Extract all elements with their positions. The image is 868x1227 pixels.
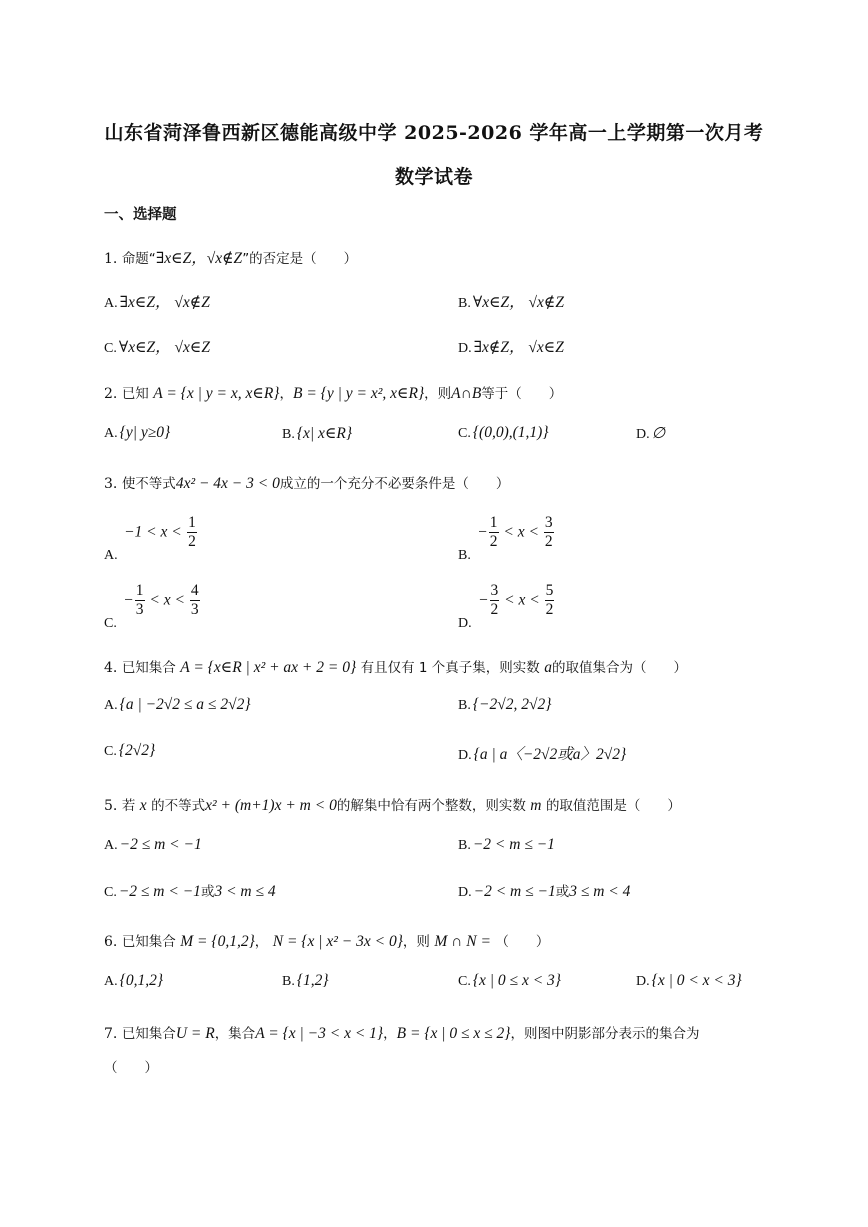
question-text: 已知集合 — [121, 660, 176, 676]
question-math: ∃x∈Z，√x∉Z — [155, 250, 243, 267]
option-label: A. — [104, 296, 118, 311]
question-text: ， — [254, 934, 269, 950]
question-text: ， — [383, 1026, 397, 1042]
question-math: 4x² − 4x − 3 < 0 — [175, 475, 280, 492]
question-math: A = {x | −3 < x < 1} — [255, 1025, 384, 1042]
option-math: 3 ≤ m < 4 — [569, 883, 631, 900]
option-math: < x < — [499, 523, 543, 541]
question-math: a — [544, 659, 553, 676]
option-math: −2 < m ≤ −1 — [473, 883, 556, 900]
question-text: 已知 — [121, 386, 149, 402]
q1-option-d[interactable] — [458, 335, 564, 357]
option-label: A. — [104, 547, 118, 563]
option-label: B. — [282, 427, 295, 442]
question-7 — [104, 1022, 700, 1043]
question-math: x — [139, 797, 147, 814]
question-math: M ∩ N = — [434, 933, 491, 950]
numerator: 3 — [544, 514, 553, 531]
q6-option-d[interactable] — [636, 972, 742, 990]
option-math: {1,2} — [296, 972, 329, 989]
option-label: C. — [104, 615, 117, 631]
question-6 — [104, 930, 549, 951]
question-text: 的取值范围是（ ） — [545, 798, 681, 814]
option-math: < x < — [500, 591, 544, 609]
question-text: 若 — [121, 798, 136, 814]
question-4 — [104, 656, 687, 677]
fraction — [545, 582, 555, 619]
fraction — [544, 514, 554, 551]
denominator: 2 — [490, 601, 499, 618]
q2-option-d[interactable] — [636, 424, 665, 443]
option-math: ∀x∈Z， √x∉Z — [472, 294, 565, 311]
option-math: − — [477, 523, 488, 541]
q6-option-a[interactable] — [104, 972, 163, 990]
numerator: 4 — [190, 582, 199, 599]
question-3 — [104, 472, 509, 493]
question-text: ，集合 — [214, 1026, 256, 1042]
question-number: 1. — [104, 251, 118, 267]
numerator: 1 — [188, 514, 196, 531]
option-math: {x | 0 < x < 3} — [651, 972, 742, 989]
option-math: ∅ — [651, 425, 666, 442]
option-math: 3 < m ≤ 4 — [214, 883, 276, 900]
question-number: 7. — [104, 1026, 118, 1042]
question-number: 3. — [104, 476, 118, 492]
option-math: −2 ≤ m < −1 — [119, 836, 202, 853]
option-math: ∃x∉Z， √x∈Z — [473, 339, 564, 356]
option-label: A. — [104, 426, 118, 441]
question-math: M = {0,1,2} — [180, 933, 255, 950]
q6-option-b[interactable] — [282, 972, 329, 990]
q3-option-a[interactable] — [104, 514, 198, 564]
q4-option-d[interactable] — [458, 742, 626, 764]
option-label: B. — [458, 838, 471, 853]
option-label: C. — [104, 885, 117, 900]
option-label: D. — [458, 615, 472, 631]
q2-option-a[interactable] — [104, 424, 170, 442]
option-math: {2√2} — [118, 742, 156, 759]
q5-option-a[interactable] — [104, 836, 202, 854]
option-label: A. — [104, 838, 118, 853]
q2-option-b[interactable] — [282, 424, 352, 443]
option-math: {y| y≥0} — [119, 424, 171, 441]
question-math: A = {x∈R | x² + ax + 2 = 0} — [180, 659, 357, 676]
option-label: C. — [104, 744, 117, 759]
option-math: {x| x∈R} — [296, 425, 353, 442]
question-number: 5. — [104, 798, 118, 814]
q3-option-c[interactable] — [104, 582, 201, 632]
question-number: 2. — [104, 386, 118, 402]
option-label: B. — [458, 547, 471, 563]
question-text: 使不等式 — [121, 476, 176, 492]
fraction — [489, 514, 499, 551]
option-label: A. — [104, 698, 118, 713]
question-text: （ ） — [495, 934, 550, 950]
question-text: 的解集中恰有两个整数，则实数 — [336, 798, 526, 814]
q5-option-d[interactable] — [458, 880, 630, 901]
q3-option-d[interactable] — [458, 582, 555, 632]
question-number: 6. — [104, 934, 118, 950]
option-label: D. — [458, 341, 472, 356]
denominator: 2 — [545, 601, 554, 618]
denominator: 3 — [190, 601, 199, 618]
question-text: 有且仅有 1 个真子集，则实数 — [360, 660, 540, 676]
option-math: −2 < m ≤ −1 — [472, 836, 555, 853]
q4-option-b[interactable] — [458, 696, 551, 714]
question-math: B = {x | 0 ≤ x ≤ 2} — [396, 1025, 511, 1042]
question-2 — [104, 382, 562, 403]
option-math: {a | −2√2 ≤ a ≤ 2√2} — [119, 696, 251, 713]
fraction — [187, 514, 197, 551]
question-text: ，则 — [424, 386, 452, 402]
numerator: 3 — [490, 582, 499, 599]
question-text: 的取值集合为（ ） — [552, 660, 688, 676]
option-math: −1 < x < — [124, 523, 182, 541]
question-text: 命题“ — [121, 251, 156, 267]
q1-option-a[interactable] — [104, 290, 210, 312]
question-7-brackets: （ ） — [104, 1060, 158, 1076]
question-math: A = {x | y = x, x∈R} — [153, 385, 280, 402]
fraction — [135, 582, 145, 619]
option-text: 或 — [555, 884, 570, 900]
option-math: < x < — [145, 591, 189, 609]
exam-title-line1: 山东省菏泽鲁西新区德能高级中学 2025-2026 学年高一上学期第一次月考 — [104, 122, 764, 144]
option-label: D. — [458, 885, 472, 900]
option-label: D. — [458, 748, 472, 763]
q1-option-c[interactable] — [104, 335, 210, 357]
question-math: x² + (m+1)x + m < 0 — [205, 797, 337, 814]
question-text: ， — [279, 386, 293, 402]
question-5 — [104, 794, 681, 815]
numerator: 1 — [489, 514, 498, 531]
option-math: − — [123, 591, 134, 609]
question-text: 已知集合 — [121, 1026, 176, 1042]
option-math: {a | a〈−2√2或a〉2√2} — [473, 746, 627, 763]
option-math: {0,1,2} — [119, 972, 164, 989]
question-text: 成立的一个充分不必要条件是（ ） — [279, 476, 510, 492]
option-label: C. — [458, 426, 471, 441]
denominator: 3 — [135, 601, 144, 618]
numerator: 1 — [135, 582, 144, 599]
q3-option-b[interactable] — [458, 514, 555, 564]
question-1 — [104, 246, 357, 268]
exam-title-line2: 数学试卷 — [394, 166, 473, 188]
question-number: 4. — [104, 660, 118, 676]
question-math: m — [530, 797, 542, 814]
option-label: C. — [104, 341, 117, 356]
option-math: ∃x∈Z， √x∉Z — [119, 294, 210, 311]
option-math: {x | 0 ≤ x < 3} — [472, 972, 561, 989]
q5-option-c[interactable] — [104, 880, 276, 901]
denominator: 2 — [188, 533, 196, 550]
q6-option-c[interactable] — [458, 972, 561, 990]
option-math: {(0,0),(1,1)} — [472, 424, 549, 441]
q1-option-b[interactable] — [458, 290, 564, 312]
q4-option-a[interactable] — [104, 696, 251, 714]
question-text: ”的否定是（ ） — [242, 251, 358, 267]
option-label: A. — [104, 974, 118, 989]
question-text: 等于（ ） — [481, 386, 563, 402]
fraction — [190, 582, 200, 619]
question-text: 的不等式 — [151, 798, 206, 814]
option-label: D. — [636, 974, 650, 989]
option-label: B. — [458, 296, 471, 311]
option-math: −2 ≤ m < −1 — [118, 883, 201, 900]
denominator: 2 — [544, 533, 553, 550]
option-math: − — [478, 591, 489, 609]
question-math: N = {x | x² − 3x < 0} — [272, 933, 403, 950]
numerator: 5 — [545, 582, 554, 599]
denominator: 2 — [489, 533, 498, 550]
option-label: D. — [636, 427, 650, 442]
q5-option-b[interactable] — [458, 836, 555, 854]
option-label: B. — [458, 698, 471, 713]
option-text: 或 — [200, 884, 215, 900]
option-label: C. — [458, 974, 471, 989]
option-label: B. — [282, 974, 295, 989]
option-math: {−2√2, 2√2} — [472, 696, 552, 713]
question-text: ，则图中阴影部分表示的集合为 — [510, 1026, 700, 1042]
question-text: 已知集合 — [121, 934, 176, 950]
section-heading: 一、选择题 — [104, 206, 177, 223]
option-math: ∀x∈Z， √x∈Z — [118, 339, 211, 356]
question-math: A∩B — [451, 385, 482, 402]
q4-option-c[interactable] — [104, 742, 155, 760]
fraction — [490, 582, 500, 619]
q2-option-c[interactable] — [458, 424, 549, 442]
question-math: B = {y | y = x², x∈R} — [293, 385, 425, 402]
question-math: U = R — [175, 1025, 215, 1042]
question-text: ，则 — [402, 934, 430, 950]
